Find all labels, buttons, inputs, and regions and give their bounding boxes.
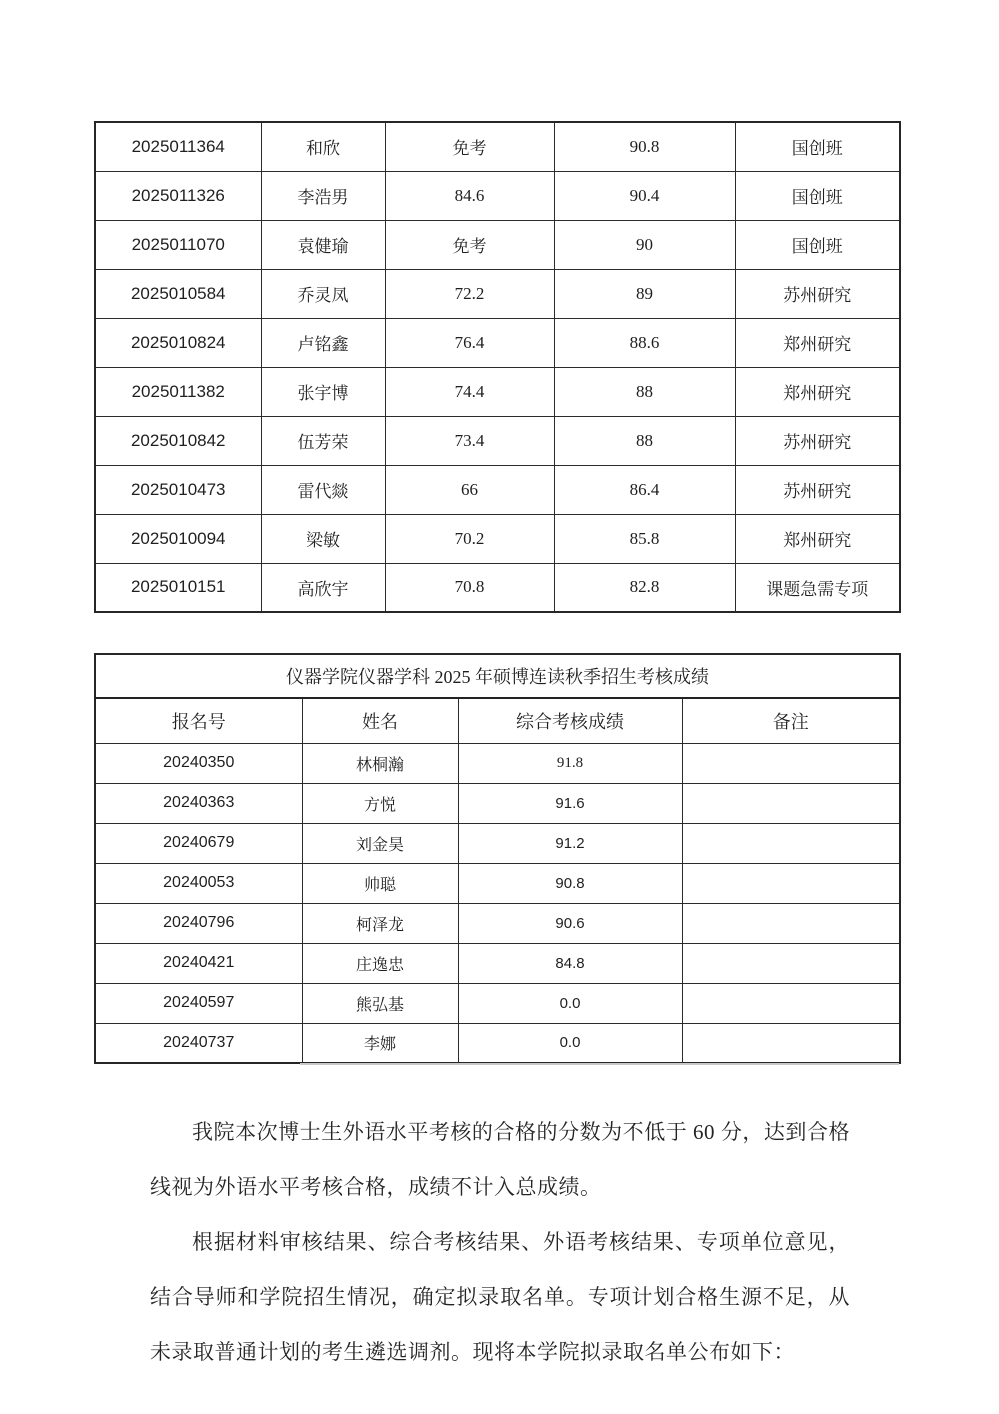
cell-id: 20240796 xyxy=(95,903,302,943)
cell-score1: 74.4 xyxy=(385,367,554,416)
table-row xyxy=(95,823,900,863)
cell-score: 90.8 xyxy=(458,863,682,903)
cell-id: 20240363 xyxy=(95,783,302,823)
cell-score1: 免考 xyxy=(385,122,554,171)
cell-name: 熊弘基 xyxy=(302,983,458,1023)
cell-score2: 85.8 xyxy=(554,514,735,563)
cell-name: 雷代燚 xyxy=(261,465,385,514)
table-row xyxy=(95,171,900,220)
header-name: 姓名 xyxy=(302,698,458,743)
cell-score2: 88 xyxy=(554,367,735,416)
cell-name: 和欣 xyxy=(261,122,385,171)
table-title-row xyxy=(95,654,900,698)
cell-id: 20240053 xyxy=(95,863,302,903)
cell-score2: 90.8 xyxy=(554,122,735,171)
cell-score2: 88.6 xyxy=(554,318,735,367)
table-row xyxy=(95,783,900,823)
cell-score: 91.8 xyxy=(458,743,682,783)
table-row xyxy=(95,514,900,563)
header-id: 报名号 xyxy=(95,698,302,743)
cell-id: 20240737 xyxy=(95,1023,302,1063)
cell-score: 91.2 xyxy=(458,823,682,863)
paragraph-admission-list-intro: 根据材料审核结果、综合考核结果、外语考核结果、专项单位意见，结合导师和学院招生情况，确定拟录取名单。专项计划合格生源不足，从未录取普通计划的考生遴选调剂。现将本学院拟录取名单公布如下： xyxy=(150,1230,850,1364)
cell-remark: 苏州研究 xyxy=(735,465,900,514)
table-row xyxy=(95,1023,900,1063)
cell-remark: 郑州研究 xyxy=(735,318,900,367)
cell-remark: 国创班 xyxy=(735,122,900,171)
cell-name: 林桐瀚 xyxy=(302,743,458,783)
cell-name: 帅聪 xyxy=(302,863,458,903)
table-row xyxy=(95,416,900,465)
table-row xyxy=(95,318,900,367)
cell-remark: 国创班 xyxy=(735,220,900,269)
cell-score1: 免考 xyxy=(385,220,554,269)
table-row xyxy=(95,863,900,903)
cell-name: 刘金昊 xyxy=(302,823,458,863)
cell-score: 84.8 xyxy=(458,943,682,983)
table-row xyxy=(95,465,900,514)
table-row xyxy=(95,983,900,1023)
cell-name: 李浩男 xyxy=(261,171,385,220)
cell-name: 张宇博 xyxy=(261,367,385,416)
cell-name: 柯泽龙 xyxy=(302,903,458,943)
cell-remark: 郑州研究 xyxy=(735,514,900,563)
cell-score1: 73.4 xyxy=(385,416,554,465)
cell-name: 袁健瑜 xyxy=(261,220,385,269)
cell-name: 卢铭鑫 xyxy=(261,318,385,367)
cell-score1: 76.4 xyxy=(385,318,554,367)
header-score: 综合考核成绩 xyxy=(458,698,682,743)
body-text xyxy=(150,1105,850,1380)
cell-score1: 66 xyxy=(385,465,554,514)
table-shadow-artifact xyxy=(300,1063,899,1065)
cell-remark xyxy=(682,863,900,903)
table-row xyxy=(95,367,900,416)
cell-id: 2025011326 xyxy=(95,171,261,220)
cell-remark: 国创班 xyxy=(735,171,900,220)
cell-id: 2025010584 xyxy=(95,269,261,318)
cell-id: 2025010094 xyxy=(95,514,261,563)
cell-score: 0.0 xyxy=(458,1023,682,1063)
cell-score1: 70.8 xyxy=(385,563,554,612)
cell-name: 方悦 xyxy=(302,783,458,823)
cell-id: 20240597 xyxy=(95,983,302,1023)
cell-name: 高欣宇 xyxy=(261,563,385,612)
cell-score2: 88 xyxy=(554,416,735,465)
cell-name: 梁敏 xyxy=(261,514,385,563)
cell-remark xyxy=(682,943,900,983)
instrument-school-score-table xyxy=(94,653,901,1064)
cell-id: 20240421 xyxy=(95,943,302,983)
cell-id: 20240679 xyxy=(95,823,302,863)
cell-score2: 90 xyxy=(554,220,735,269)
cell-id: 2025011364 xyxy=(95,122,261,171)
cell-id: 2025010842 xyxy=(95,416,261,465)
table-row xyxy=(95,743,900,783)
cell-remark xyxy=(682,983,900,1023)
cell-score1: 72.2 xyxy=(385,269,554,318)
cell-score: 90.6 xyxy=(458,903,682,943)
table-row xyxy=(95,269,900,318)
cell-id: 2025011382 xyxy=(95,367,261,416)
cell-score2: 89 xyxy=(554,269,735,318)
cell-id: 2025011070 xyxy=(95,220,261,269)
cell-name: 庄逸忠 xyxy=(302,943,458,983)
cell-remark xyxy=(682,743,900,783)
cell-name: 伍芳荣 xyxy=(261,416,385,465)
table-row xyxy=(95,220,900,269)
cell-id: 20240350 xyxy=(95,743,302,783)
cell-remark: 苏州研究 xyxy=(735,416,900,465)
cell-score2: 82.8 xyxy=(554,563,735,612)
cell-remark: 课题急需专项 xyxy=(735,563,900,612)
cell-id: 2025010473 xyxy=(95,465,261,514)
paragraph-foreign-language-rule: 我院本次博士生外语水平考核的合格的分数为不低于 60 分，达到合格线视为外语水平考核合格，成绩不计入总成绩。 xyxy=(150,1120,850,1199)
cell-remark: 苏州研究 xyxy=(735,269,900,318)
cell-name: 李娜 xyxy=(302,1023,458,1063)
cell-score2: 86.4 xyxy=(554,465,735,514)
cell-remark: 郑州研究 xyxy=(735,367,900,416)
cell-id: 2025010151 xyxy=(95,563,261,612)
table-title: 仪器学院仪器学科 2025 年硕博连读秋季招生考核成绩 xyxy=(95,654,900,698)
cell-score2: 90.4 xyxy=(554,171,735,220)
cell-remark xyxy=(682,1023,900,1063)
header-remark: 备注 xyxy=(682,698,900,743)
table-row xyxy=(95,903,900,943)
cell-remark xyxy=(682,823,900,863)
cell-name: 乔灵凤 xyxy=(261,269,385,318)
table-header-row xyxy=(95,698,900,743)
cell-score: 0.0 xyxy=(458,983,682,1023)
cell-id: 2025010824 xyxy=(95,318,261,367)
table-row xyxy=(95,943,900,983)
score-table-continued xyxy=(94,121,901,613)
cell-remark xyxy=(682,783,900,823)
cell-score1: 84.6 xyxy=(385,171,554,220)
cell-score: 91.6 xyxy=(458,783,682,823)
table-row xyxy=(95,122,900,171)
cell-score1: 70.2 xyxy=(385,514,554,563)
cell-remark xyxy=(682,903,900,943)
table-row xyxy=(95,563,900,612)
